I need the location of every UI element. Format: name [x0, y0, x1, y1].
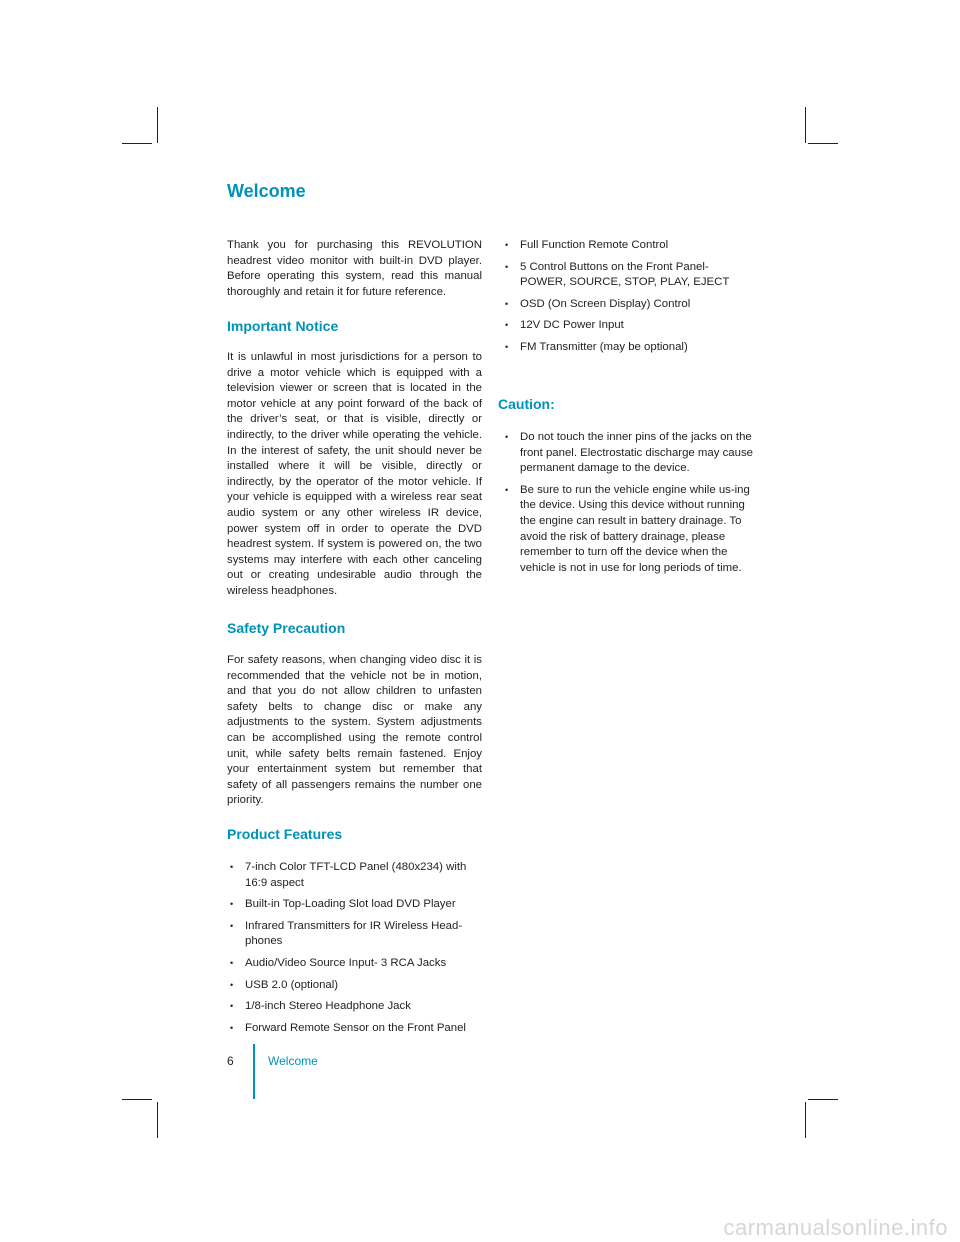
crop-mark — [157, 1102, 158, 1138]
list-item: • USB 2.0 (optional) — [227, 978, 482, 994]
footer-divider — [253, 1044, 255, 1099]
list-item: • 12V DC Power Input — [502, 318, 742, 334]
safety-precaution-heading: Safety Precaution — [227, 620, 346, 636]
list-item: • Full Function Remote Control — [502, 238, 742, 254]
crop-mark — [805, 107, 806, 143]
caution-heading: Caution: — [498, 396, 555, 412]
product-features-list-left — [227, 860, 482, 1042]
list-item: • Do not touch the inner pins of the jacks on the front panel. Electrostatic discharge may cause permanent damage to the device. — [502, 430, 758, 477]
important-notice-paragraph: It is unlawful in most jurisdictions for a person to drive a motor vehicle which is equipped with a television viewer or screen that is located in the motor vehicle at any point forward of the back of the driver’s seat, or that is visible, directly or indirectly, to the driver while operating the vehicle. In the interest of safety, the unit should never be installed where it will be visible, directly or indirectly, by the operator of the motor vehicle. If your vehicle is equipped with a wireless rear seat audio system or any other wireless IR device, power system off in order to operate the DVD headrest system. If system is powered on, the two systems may interfere with each other canceling out or creating undesirable audio through the wireless headphones. — [227, 351, 482, 597]
crop-mark — [808, 1099, 838, 1100]
list-item: • Infrared Transmitters for IR Wireless Head-phones — [227, 919, 482, 950]
list-item: • FM Transmitter (may be optional) — [502, 340, 742, 356]
safety-precaution-paragraph: For safety reasons, when changing video disc it is recommended that the vehicle not be in motion, and that you do not allow children to unfasten safety belts to change disc or make any adjustments to the system. System adjustments can be accomplished using the remote control unit, while safety belts remain fastened. Enjoy your entertainment system but remember that safety of all passengers remains the number one priority. — [227, 654, 482, 807]
crop-mark — [157, 107, 158, 143]
page-number: 6 — [227, 1054, 234, 1068]
important-notice-heading: Important Notice — [227, 318, 339, 334]
crop-mark — [805, 1102, 806, 1138]
crop-mark — [122, 1099, 152, 1100]
product-features-heading: Product Features — [227, 826, 343, 842]
watermark: carmanualsonline.info — [723, 1215, 948, 1240]
list-item: • 7-inch Color TFT-LCD Panel (480x234) with 16:9 aspect — [227, 860, 482, 891]
list-item: • 5 Control Buttons on the Front Panel- POWER, SOURCE, STOP, PLAY, EJECT — [502, 260, 742, 291]
crop-mark — [122, 143, 152, 144]
footer-section-label: Welcome — [268, 1054, 318, 1068]
intro-paragraph: Thank you for purchasing this REVOLUTION headrest video monitor with built-in DVD player. Before operating this system, read this manual thoroughly and retain it for future reference. — [227, 239, 482, 298]
list-item: • OSD (On Screen Display) Control — [502, 297, 742, 313]
list-item: • Be sure to run the vehicle engine while us-ing the device. Using this device without running the engine can result in battery drainage. To avoid the risk of battery drainage, please remember to turn off the device when the vehicle is not in use for long periods of time. — [502, 483, 758, 577]
list-item: • Audio/Video Source Input- 3 RCA Jacks — [227, 956, 482, 972]
list-item: • Built-in Top-Loading Slot load DVD Player — [227, 897, 482, 913]
list-item: • 1/8-inch Stereo Headphone Jack — [227, 999, 482, 1015]
product-features-list-right — [502, 238, 742, 362]
list-item: • Forward Remote Sensor on the Front Panel — [227, 1021, 482, 1037]
page-title: Welcome — [227, 181, 306, 201]
caution-list — [502, 430, 758, 582]
crop-mark — [808, 143, 838, 144]
